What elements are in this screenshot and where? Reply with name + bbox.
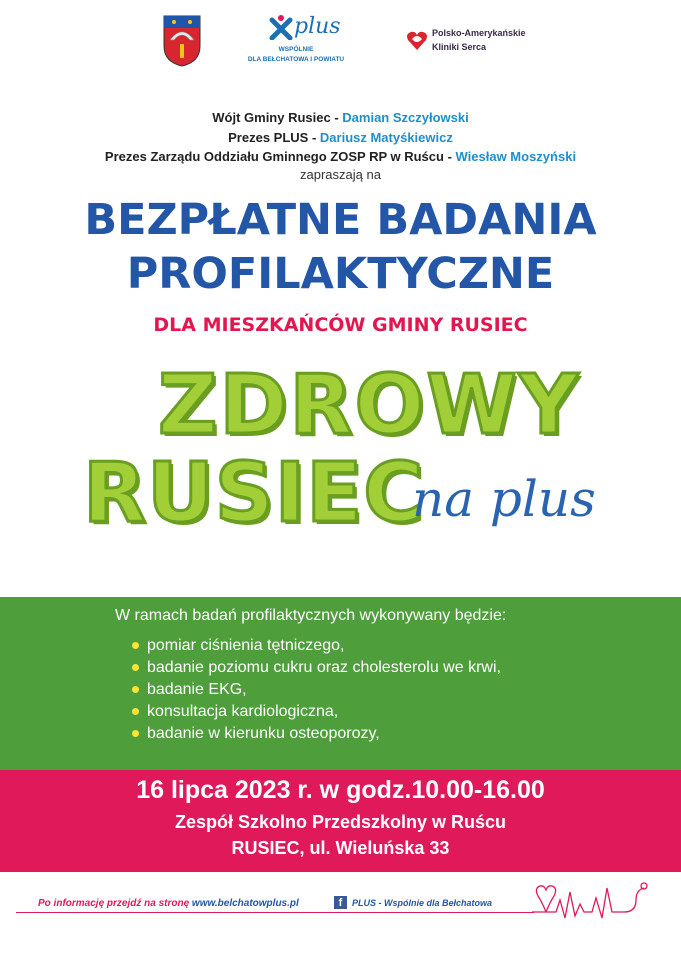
host-line <box>0 149 681 164</box>
plus-tagline-2: DLA BEŁCHATOWA I POWIATU <box>247 56 345 63</box>
exams-section <box>0 597 681 770</box>
exam-item-text: konsultacja kardiologiczna, <box>147 703 339 720</box>
list-item <box>132 701 501 723</box>
host-line <box>0 130 681 145</box>
bullet-icon <box>132 686 139 693</box>
website-link[interactable]: www.belchatowplus.pl <box>191 898 299 909</box>
event-venue: Zespół Szkolno Przedszkolny w Ruścu <box>174 812 507 832</box>
rusiec-coat-of-arms-icon <box>162 14 202 68</box>
plus-x-icon <box>268 14 294 40</box>
list-item <box>132 723 501 745</box>
event-section <box>0 770 681 872</box>
host-name: Damian Szczyłowski <box>342 110 469 125</box>
footer-divider <box>16 912 534 913</box>
facebook-icon[interactable]: f <box>334 896 347 909</box>
heart-icon <box>406 30 428 52</box>
headline-line-1: BEZPŁATNE BADANIA <box>84 195 597 245</box>
host-role: Prezes PLUS - <box>228 130 320 145</box>
headline-subtitle: DLA MIESZKAŃCÓW GMINY RUSIEC <box>153 314 528 336</box>
plus-logo <box>246 14 346 70</box>
host-role: Wójt Gminy Rusiec - <box>212 110 343 125</box>
list-item <box>132 679 501 701</box>
footer-info-text: Po informację przejdź na stronę <box>38 898 192 909</box>
list-item <box>132 635 501 657</box>
exam-item-text: pomiar ciśnienia tętniczego, <box>147 637 345 654</box>
exam-item-text: badanie EKG, <box>147 681 247 698</box>
plus-tagline-1: WSPÓLNIE <box>278 46 314 53</box>
host-line <box>0 110 681 125</box>
campaign-tagline: na plus <box>412 470 596 528</box>
invite-text: zapraszają na <box>300 167 381 182</box>
footer-info <box>38 898 299 909</box>
clinic-name-line-1: Polsko-Amerykańskie <box>432 28 526 38</box>
list-item <box>132 657 501 679</box>
plus-logo-word: plus <box>294 14 341 39</box>
exam-item-text: badanie poziomu cukru oraz cholesterolu we krwi, <box>147 659 501 676</box>
campaign-word-zdrowy: ZDROWY <box>158 358 581 453</box>
bullet-icon <box>132 730 139 737</box>
bullet-icon <box>132 708 139 715</box>
campaign-word-rusiec: RUSIEC <box>83 446 425 541</box>
bullet-icon <box>132 664 139 671</box>
host-role: Prezes Zarządu Oddziału Gminnego ZOSP RP w Ruścu - <box>104 149 456 164</box>
event-address: RUSIEC, ul. Wieluńska 33 <box>231 838 450 858</box>
bullet-icon <box>132 642 139 649</box>
exams-list <box>132 635 501 745</box>
host-name: Wiesław Moszyński <box>455 149 577 164</box>
clinic-name-line-2: Kliniki Serca <box>432 42 487 52</box>
stethoscope-heartbeat-icon <box>532 878 652 922</box>
facebook-page-text: PLUS - Wspólnie dla Bełchatowa <box>352 898 493 908</box>
headline-line-2: PROFILAKTYCZNE <box>126 249 555 299</box>
exam-item-text: badanie w kierunku osteoporozy, <box>147 725 380 742</box>
event-date: 16 lipca 2023 r. w godz.10.00-16.00 <box>136 776 545 804</box>
exams-intro: W ramach badań profilaktycznych wykonywany będzie: <box>115 607 507 624</box>
host-name: Dariusz Matyśkiewicz <box>319 130 453 145</box>
clinic-logo <box>406 26 546 56</box>
